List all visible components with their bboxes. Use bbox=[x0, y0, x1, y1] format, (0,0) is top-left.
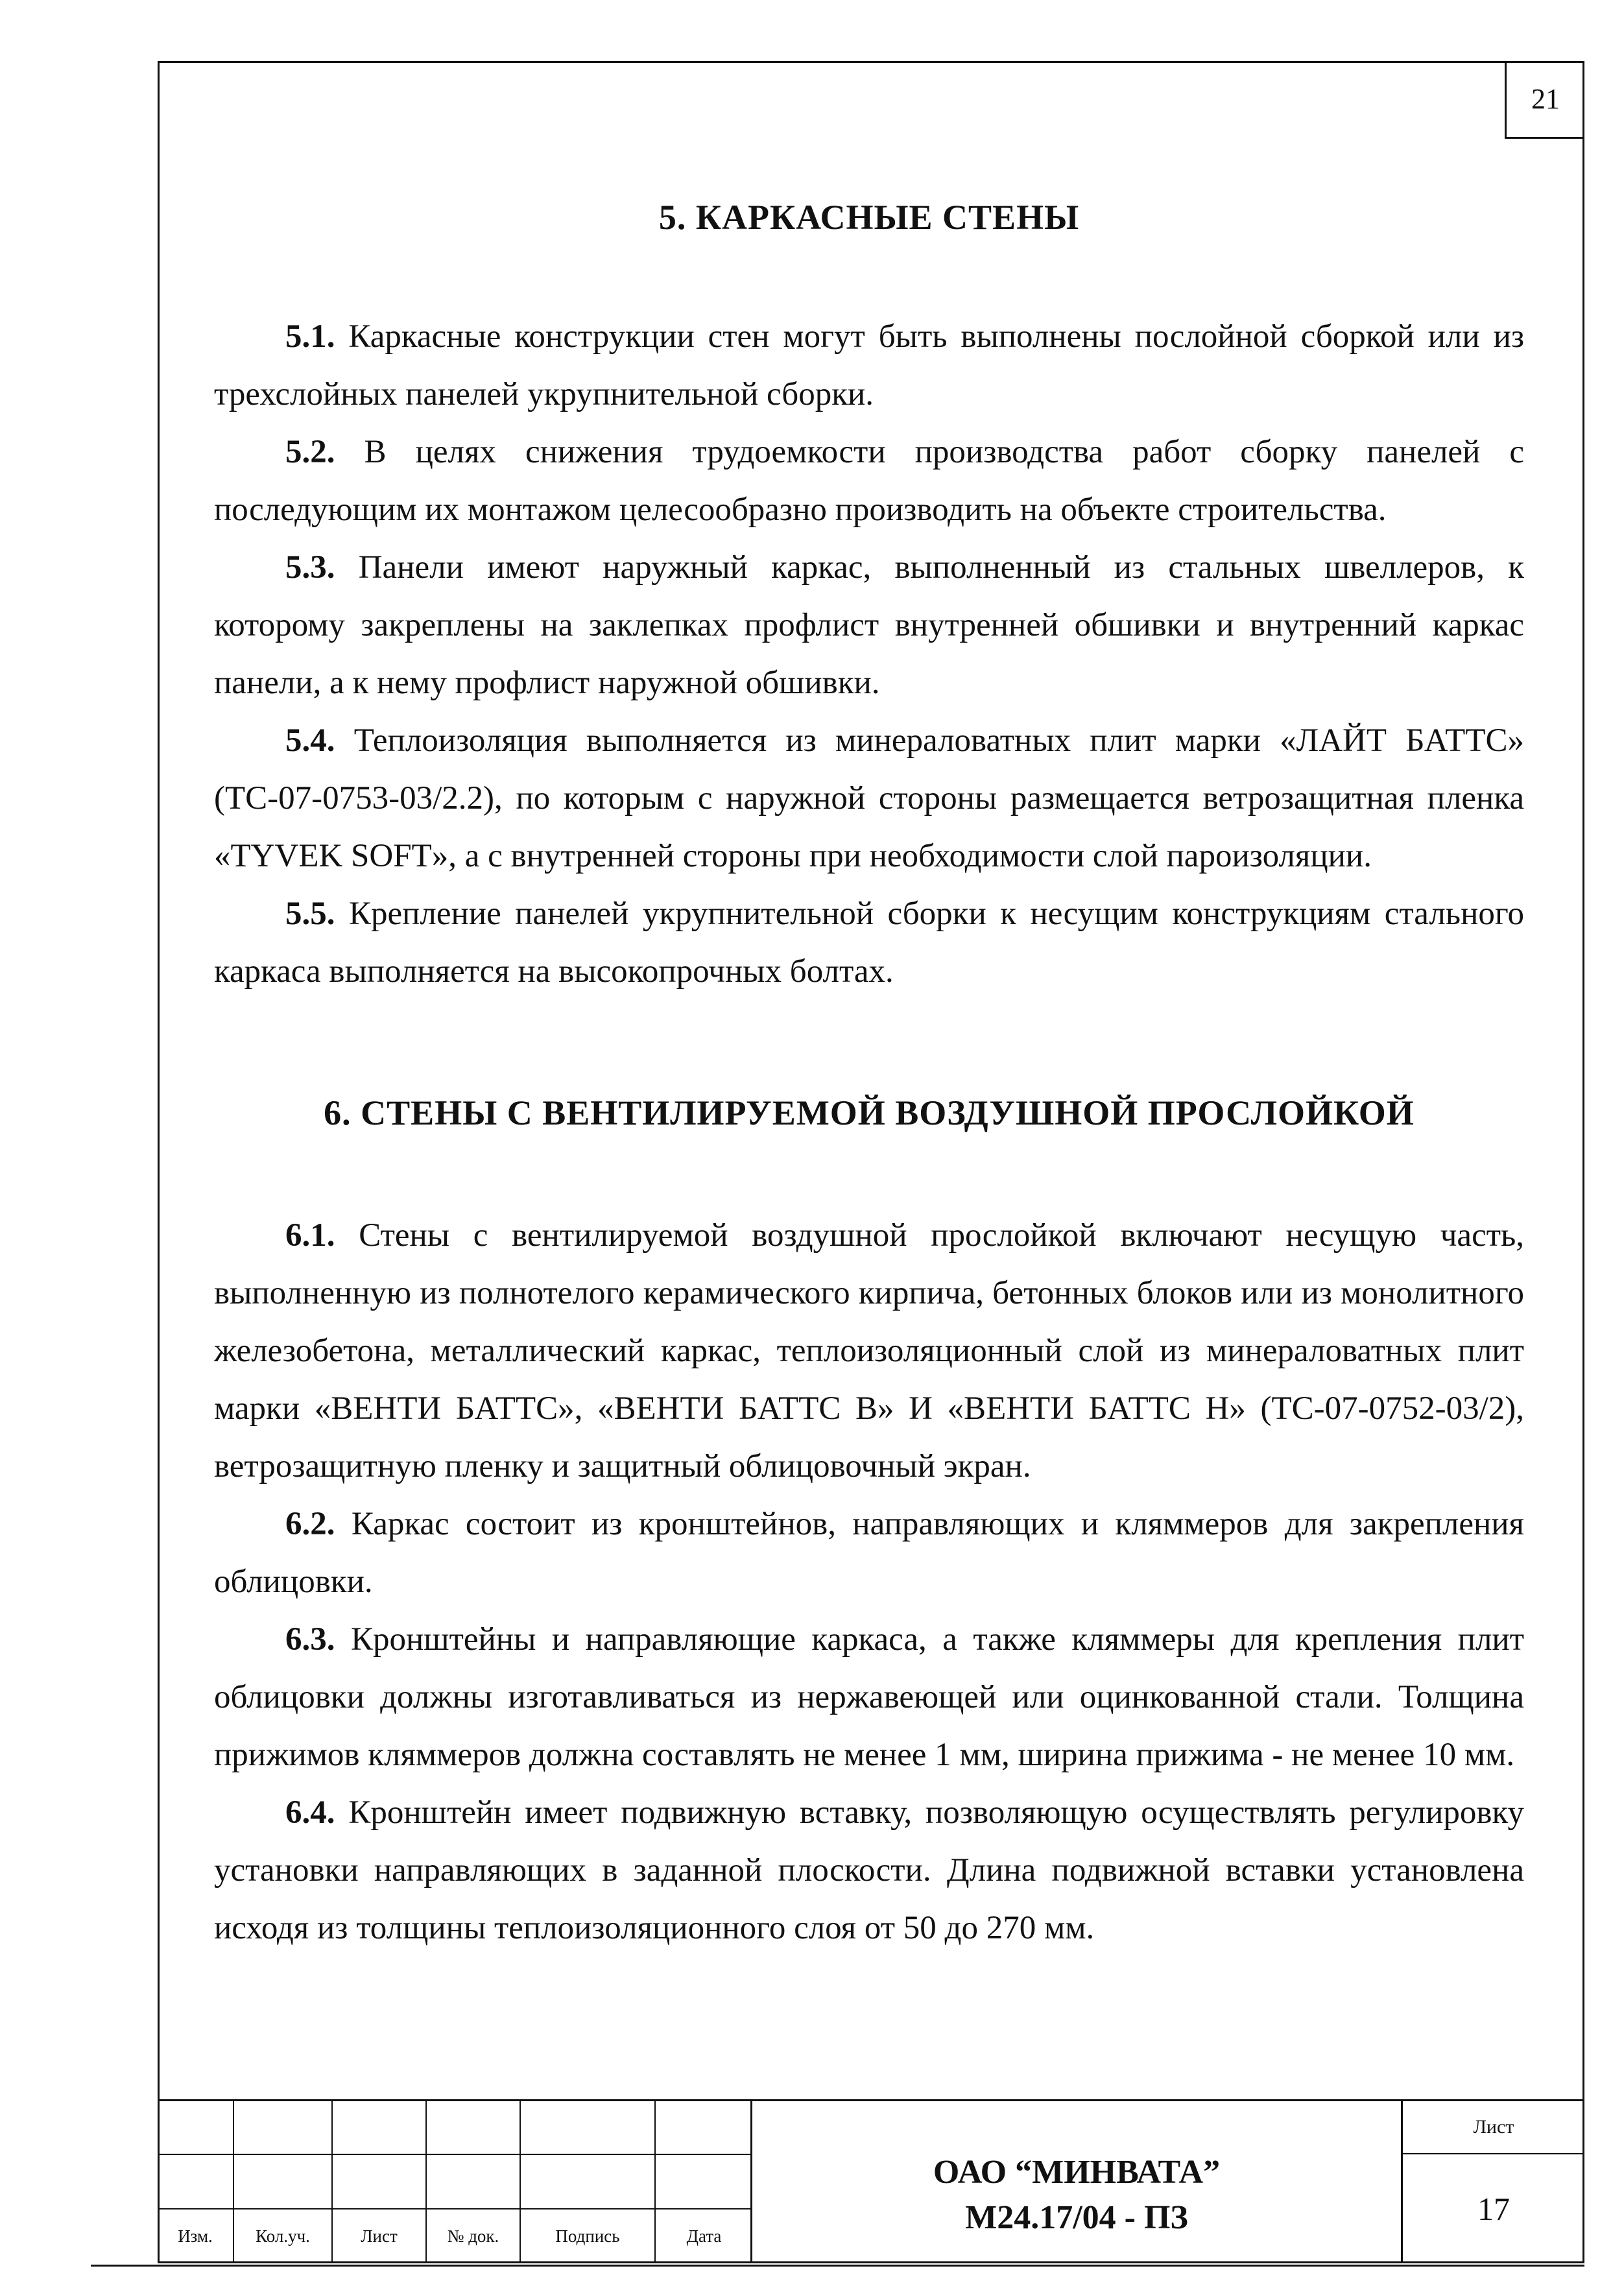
paragraph-5-4 bbox=[214, 712, 1524, 885]
column-header-list: Лист bbox=[333, 2209, 427, 2263]
title-block bbox=[158, 2099, 1584, 2263]
revision-cell bbox=[234, 2101, 333, 2155]
revision-cell bbox=[333, 2101, 427, 2155]
paragraph-6-4 bbox=[214, 1784, 1524, 1957]
paragraph-text: Крепление панелей укрупнительной сборки к несущим конструкциям стального каркаса выполняется на высокопрочных болтах. bbox=[214, 896, 1525, 990]
column-header-izm: Изм. bbox=[158, 2209, 234, 2263]
revision-cell bbox=[521, 2101, 656, 2155]
sheet-label: Лист bbox=[1403, 2101, 1584, 2154]
page-number: 21 bbox=[1505, 61, 1584, 139]
paragraph-5-2 bbox=[214, 423, 1524, 539]
revision-cell bbox=[521, 2155, 656, 2209]
paragraph-number: 6.3. bbox=[285, 1621, 335, 1658]
revision-cell bbox=[234, 2155, 333, 2209]
paragraph-text: Каркасные конструкции стен могут быть выполнены послойной сборкой или из трехслойных панелей укрупнительной сборки. bbox=[214, 318, 1525, 412]
stamp-title bbox=[752, 2101, 1401, 2263]
document-body bbox=[214, 188, 1524, 1957]
section-5-title: 5. КАРКАСНЫЕ СТЕНЫ bbox=[658, 198, 1080, 237]
paragraph-text: Каркас состоит из кронштейнов, направляющих и кляммеров для закрепления облицовки. bbox=[214, 1506, 1525, 1600]
paragraph-5-3 bbox=[214, 539, 1524, 712]
paragraph-text: Панели имеют наружный каркас, выполненный из стальных швеллеров, к которому закреплены на заклепках профлист внутренней обшивки и внутренний каркас панели, а к нему профлист наружной обшивки. bbox=[214, 549, 1524, 701]
column-header-doc-number: № док. bbox=[427, 2209, 521, 2263]
paragraph-6-3 bbox=[214, 1611, 1524, 1784]
paragraph-text: Кронштейн имеет подвижную вставку, позволяющую осуществлять регулировку установки направляющих в заданной плоскости. Длина подвижной вставки установлена исходя из толщины теплоизоляционного слоя от 50 до 270 мм. bbox=[214, 1794, 1524, 1946]
paragraph-5-1 bbox=[214, 308, 1524, 423]
sheet-number: 17 bbox=[1477, 2191, 1510, 2227]
section-6-title: 6. СТЕНЫ С ВЕНТИЛИРУЕМОЙ ВОЗДУШНОЙ ПРОСЛОЙКОЙ bbox=[324, 1093, 1415, 1132]
paragraph-number: 5.2. bbox=[285, 434, 335, 470]
paragraph-number: 6.1. bbox=[285, 1217, 335, 1254]
sheet-box bbox=[1401, 2101, 1584, 2263]
document-code: М24.17/04 - ПЗ bbox=[965, 2199, 1188, 2236]
column-header-kol-uch: Кол.уч. bbox=[234, 2209, 333, 2263]
column-header-date: Дата bbox=[686, 2226, 722, 2246]
revision-cell bbox=[656, 2101, 752, 2155]
revision-cell bbox=[158, 2155, 234, 2209]
revision-cell bbox=[656, 2155, 752, 2209]
paragraph-6-2 bbox=[214, 1495, 1524, 1611]
revision-grid bbox=[158, 2101, 752, 2263]
revision-cell bbox=[427, 2101, 521, 2155]
revision-cell bbox=[333, 2155, 427, 2209]
paragraph-5-5 bbox=[214, 885, 1524, 1001]
paragraph-text: В целях снижения трудоемкости производства работ сборку панелей с последующим их монтажом целесообразно производить на объекте строительства. bbox=[214, 434, 1525, 528]
paragraph-text: Теплоизоляция выполняется из минераловатных плит марки «ЛАЙТ БАТТС» (ТС-07-0753-03/2.2), по которым с наружной стороны размещается ветрозащитная пленка «TYVEK SOFT», а с внутренней стороны при необходимости слой пароизоляции. bbox=[214, 722, 1524, 874]
paragraph-number: 5.3. bbox=[285, 549, 335, 586]
paragraph-number: 5.5. bbox=[285, 896, 335, 932]
paragraph-number: 5.1. bbox=[285, 318, 335, 355]
revision-cell bbox=[158, 2101, 234, 2155]
paragraph-text: Кронштейны и направляющие каркаса, а также кляммеры для крепления плит облицовки должны изготавливаться из нержавеющей или оцинкованной стали. Толщина прижимов кляммеров должна составлять не менее 1 мм, ширина прижима - не менее 10 мм. bbox=[214, 1621, 1524, 1773]
paragraph-number: 5.4. bbox=[285, 722, 335, 759]
paragraph-text: Стены с вентилируемой воздушной прослойкой включают несущую часть, выполненную из полнотелого керамического кирпича, бетонных блоков или из монолитного железобетона, металлический каркас, теплоизоляционный слой из минераловатных плит марки «ВЕНТИ БАТТС», «ВЕНТИ БАТТС В» И «ВЕНТИ БАТТС Н» (ТС-07-0752-03/2), ветрозащитную пленку и защитный облицовочный экран. bbox=[214, 1217, 1524, 1484]
paragraph-number: 6.4. bbox=[285, 1794, 335, 1831]
column-header-signature: Подпись bbox=[521, 2209, 656, 2263]
paragraph-number: 6.2. bbox=[285, 1506, 335, 1542]
paragraph-6-1 bbox=[214, 1207, 1524, 1495]
bottom-rule bbox=[91, 2265, 1584, 2267]
revision-cell bbox=[427, 2155, 521, 2209]
organization-name: ОАО “МИНВАТА” bbox=[933, 2154, 1221, 2191]
